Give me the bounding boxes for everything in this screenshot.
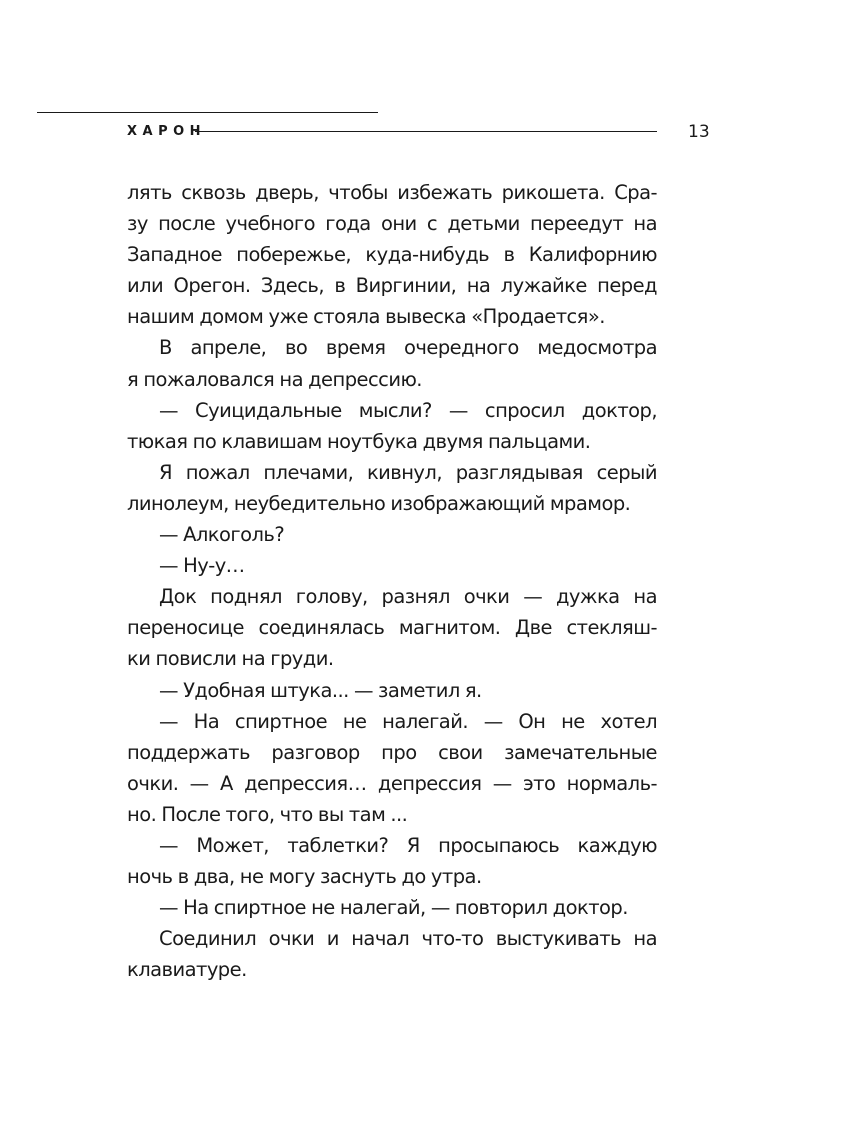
text-line: тюкая по клавишам ноутбука двумя пальцами. bbox=[127, 429, 591, 453]
text-line: линолеум, неубедительно изображающий мрамор. bbox=[127, 491, 631, 515]
text-line: очки. — А депрессия… депрессия — это нормаль- bbox=[127, 771, 657, 795]
text-line: или Орегон. Здесь, в Виргинии, на лужайке перед bbox=[127, 274, 657, 298]
text-line: клавиатуре. bbox=[127, 958, 247, 982]
text-line: ночь в два, не могу заснуть до утра. bbox=[127, 865, 482, 889]
text-line: Я пожал плечами, кивнул, разглядывая серый bbox=[159, 460, 657, 484]
text-line: Док поднял голову, разнял очки — дужка на bbox=[159, 585, 657, 609]
text-line: — Алкоголь? bbox=[159, 523, 285, 547]
text-line: лять сквозь дверь, чтобы избежать рикошета. Сра- bbox=[127, 181, 657, 204]
text-line: ки повисли на груди. bbox=[127, 647, 334, 671]
text-line: — На спиртное не налегай. — Он не хотел bbox=[159, 709, 657, 733]
text-line: но. После того, что вы там ... bbox=[127, 802, 408, 826]
text-line: переносице соединялась магнитом. Две стекляш- bbox=[127, 616, 657, 640]
text-line: поддержать разговор про свои замечательные bbox=[127, 740, 657, 764]
text-line: — На спиртное не налегай, — повторил доктор. bbox=[159, 896, 628, 920]
running-title: ХАРОН bbox=[127, 124, 207, 139]
text-line: Соединил очки и начал что-то выстукивать на bbox=[159, 927, 657, 951]
text-line: нашим домом уже стояла вывеска «Продается». bbox=[127, 305, 605, 329]
top-rule bbox=[37, 112, 378, 113]
text-line: зу после учебного года они с детьми переедут на bbox=[127, 212, 657, 236]
body-text bbox=[127, 177, 657, 985]
text-line: — Ну-у… bbox=[159, 554, 245, 578]
text-line: — Может, таблетки? Я просыпаюсь каждую bbox=[159, 833, 657, 857]
text-line: В апреле, во время очередного медосмотра bbox=[159, 336, 657, 360]
header-rule bbox=[195, 131, 657, 132]
text-line: я пожаловался на депрессию. bbox=[127, 367, 422, 391]
text-line: — Удобная штука... — заметил я. bbox=[159, 678, 482, 702]
page-number: 13 bbox=[688, 122, 710, 142]
text-line: — Суицидальные мысли? — спросил доктор, bbox=[159, 398, 657, 422]
text-line: Западное побережье, куда-нибудь в Калифорнию bbox=[127, 243, 657, 267]
